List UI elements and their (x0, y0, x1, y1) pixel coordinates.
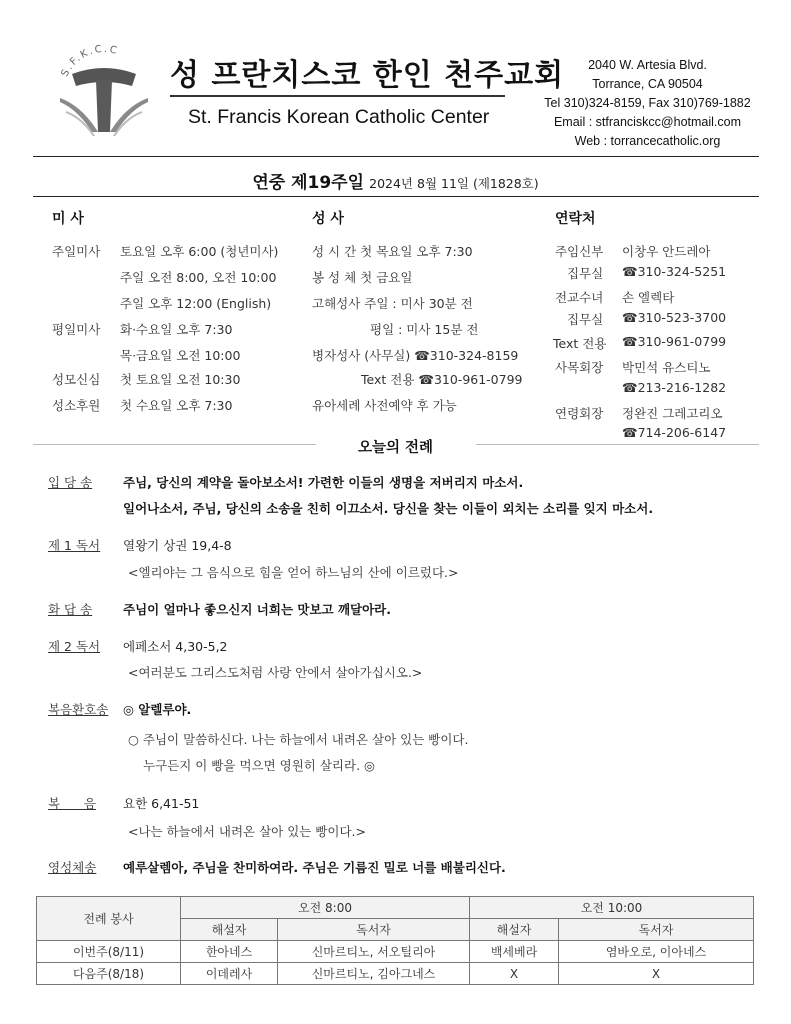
entrance-label: 입 당 송 (48, 475, 93, 490)
table-cell: X (470, 963, 559, 985)
gospel-ref: 요한 6,41-51 (123, 796, 200, 811)
issue-date: 2024년 8월 11일 (제1828호) (369, 176, 539, 191)
table-cell-week: 이번주(8/11) (37, 941, 181, 963)
table-cell: 이데레사 (181, 963, 278, 985)
mass-time: 첫 수요일 오후 7:30 (120, 398, 233, 413)
contact-label: 연령회장 (555, 406, 604, 421)
contact-phone: ☎714-206-6147 (622, 425, 727, 440)
first-reading-summary: <엘리야는 그 음식으로 힘을 얻어 하느님의 산에 이르렀다.> (128, 565, 459, 580)
communion-antiphon: 예루살렘아, 주님을 찬미하여라. 주님은 기름진 밀로 너를 배불리신다. (123, 860, 506, 875)
email-link[interactable]: Email : stfranciskcc@hotmail.com (553, 115, 742, 129)
table-cell: 신마르티노, 서오틸리아 (278, 941, 470, 963)
table-group-8am: 오전 8:00 (181, 897, 470, 919)
address-street: 2040 W. Artesia Blvd. (588, 58, 707, 72)
table-cell: 염바오로, 이아네스 (559, 941, 754, 963)
sacrament-heading: 성 사 (312, 211, 344, 227)
liturgy-heading: 오늘의 전례 (357, 440, 434, 456)
contact-label: 주임신부 (555, 244, 604, 259)
title-divider (170, 95, 505, 97)
alleluia-label: 복음환호송 (48, 702, 109, 717)
contact-value: 정완진 그레고리오 (622, 406, 723, 421)
divider-issue (33, 196, 759, 197)
church-logo (52, 40, 156, 140)
address-city: Torrance, CA 90504 (592, 77, 703, 91)
mass-label-vocation: 성소후원 (52, 398, 101, 413)
issue-heading (0, 168, 791, 193)
table-corner: 전례 봉사 (37, 897, 181, 941)
gospel-label: 복 음 (48, 796, 96, 811)
mass-time: 주일 오후 12:00 (English) (120, 296, 272, 311)
table-group-10am: 오전 10:00 (470, 897, 754, 919)
svg-text:+: + (118, 107, 126, 117)
table-subhead: 독서자 (559, 919, 754, 941)
sacrament-row: 병자성사 (사무실) ☎310-324-8159 (312, 348, 519, 363)
contact-label: 집무실 (567, 312, 604, 327)
phone-fax: Tel 310)324-8159, Fax 310)769-1882 (544, 96, 751, 110)
church-title-korean: 성 프란치스코 한인 천주교회 (170, 58, 565, 93)
contact-phone: ☎213-216-1282 (622, 380, 727, 395)
contact-phone: ☎310-523-3700 (622, 310, 727, 325)
communion-label: 영성체송 (48, 860, 97, 875)
table-cell: 백세베라 (470, 941, 559, 963)
table-subhead: 독서자 (278, 919, 470, 941)
sacrament-row: 유아세례 사전예약 후 가능 (312, 398, 457, 413)
second-reading-ref: 에페소서 4,30-5,2 (123, 639, 228, 654)
svg-text:+: + (84, 107, 92, 117)
alleluia: ◎ 알렐루야. (123, 702, 192, 717)
psalm-label: 화 답 송 (48, 602, 93, 617)
contact-label: 사목회장 (555, 360, 604, 375)
contact-heading: 연락처 (555, 211, 596, 227)
table-cell: 신마르티노, 김아그네스 (278, 963, 470, 985)
mass-time: 토요일 오후 6:00 (청년미사) (120, 244, 279, 259)
table-row (37, 941, 754, 963)
contact-value: 이창우 안드레아 (622, 244, 711, 259)
church-title-english: St. Francis Korean Catholic Center (188, 106, 490, 128)
table-cell: X (559, 963, 754, 985)
sacrament-row: 봉 성 체 첫 금요일 (312, 270, 413, 285)
gospel-summary: <나는 하늘에서 내려온 살아 있는 빵이다.> (128, 824, 366, 839)
mass-heading: 미 사 (52, 211, 84, 227)
second-reading-label: 제 2 독서 (48, 639, 101, 654)
contact-address-block (520, 56, 775, 151)
second-reading-summary: <여러분도 그리스도처럼 사랑 안에서 살아가십시오.> (128, 665, 423, 680)
mass-time: 첫 토요일 오전 10:30 (120, 372, 241, 387)
mass-time: 목·금요일 오전 10:00 (120, 348, 241, 363)
contact-phone: ☎310-961-0799 (622, 334, 727, 349)
mass-label-sunday: 주일미사 (52, 244, 101, 259)
mass-time: 주일 오전 8:00, 오전 10:00 (120, 270, 277, 285)
alleluia-verse-cont: 누구든지 이 빵을 먹으면 영원히 살리라. ◎ (143, 758, 375, 773)
table-cell: 한아네스 (181, 941, 278, 963)
contact-label: Text 전용 (553, 336, 607, 351)
sacrament-row: 평일 : 미사 15분 전 (370, 322, 479, 337)
divider-top (33, 156, 759, 157)
sacrament-row: 고해성사 주일 : 미사 30분 전 (312, 296, 473, 311)
responsorial-psalm: 주님이 얼마나 좋으신지 너희는 맛보고 깨달아라. (123, 602, 392, 617)
liturgy-service-table (36, 896, 754, 985)
table-row (37, 963, 754, 985)
mass-label-marian: 성모신심 (52, 372, 101, 387)
contact-label: 집무실 (567, 266, 604, 281)
issue-title: 연중 제19주일 (252, 173, 365, 193)
mass-time: 화·수요일 오후 7:30 (120, 322, 233, 337)
alleluia-verse: ○ 주님이 말씀하신다. 나는 하늘에서 내려온 살아 있는 빵이다. (128, 732, 469, 747)
contact-value: 손 엘렉타 (622, 290, 675, 305)
website-link[interactable]: Web : torrancecatholic.org (574, 134, 721, 148)
table-subhead: 해설자 (470, 919, 559, 941)
contact-value: 박민석 유스티노 (622, 360, 711, 375)
entrance-antiphon: 주님, 당신의 계약을 돌아보소서! 가련한 이들의 생명을 저버리지 마소서. (123, 475, 524, 490)
first-reading-ref: 열왕기 상권 19,4-8 (123, 538, 232, 553)
mass-label-weekday: 평일미사 (52, 322, 101, 337)
contact-label: 전교수녀 (555, 290, 604, 305)
contact-phone: ☎310-324-5251 (622, 264, 727, 279)
entrance-antiphon-cont: 일어나소서, 주님, 당신의 소송을 친히 이끄소서. 당신을 찾는 이들이 외치는 소리를 잊지 마소서. (123, 501, 654, 516)
table-subhead: 해설자 (181, 919, 278, 941)
logo-lettering: S.F.K.C.C (59, 43, 120, 79)
sacrament-row: Text 전용 ☎310-961-0799 (361, 372, 523, 387)
table-cell-week: 다음주(8/18) (37, 963, 181, 985)
sacrament-row: 성 시 간 첫 목요일 오후 7:30 (312, 244, 473, 259)
first-reading-label: 제 1 독서 (48, 538, 101, 553)
